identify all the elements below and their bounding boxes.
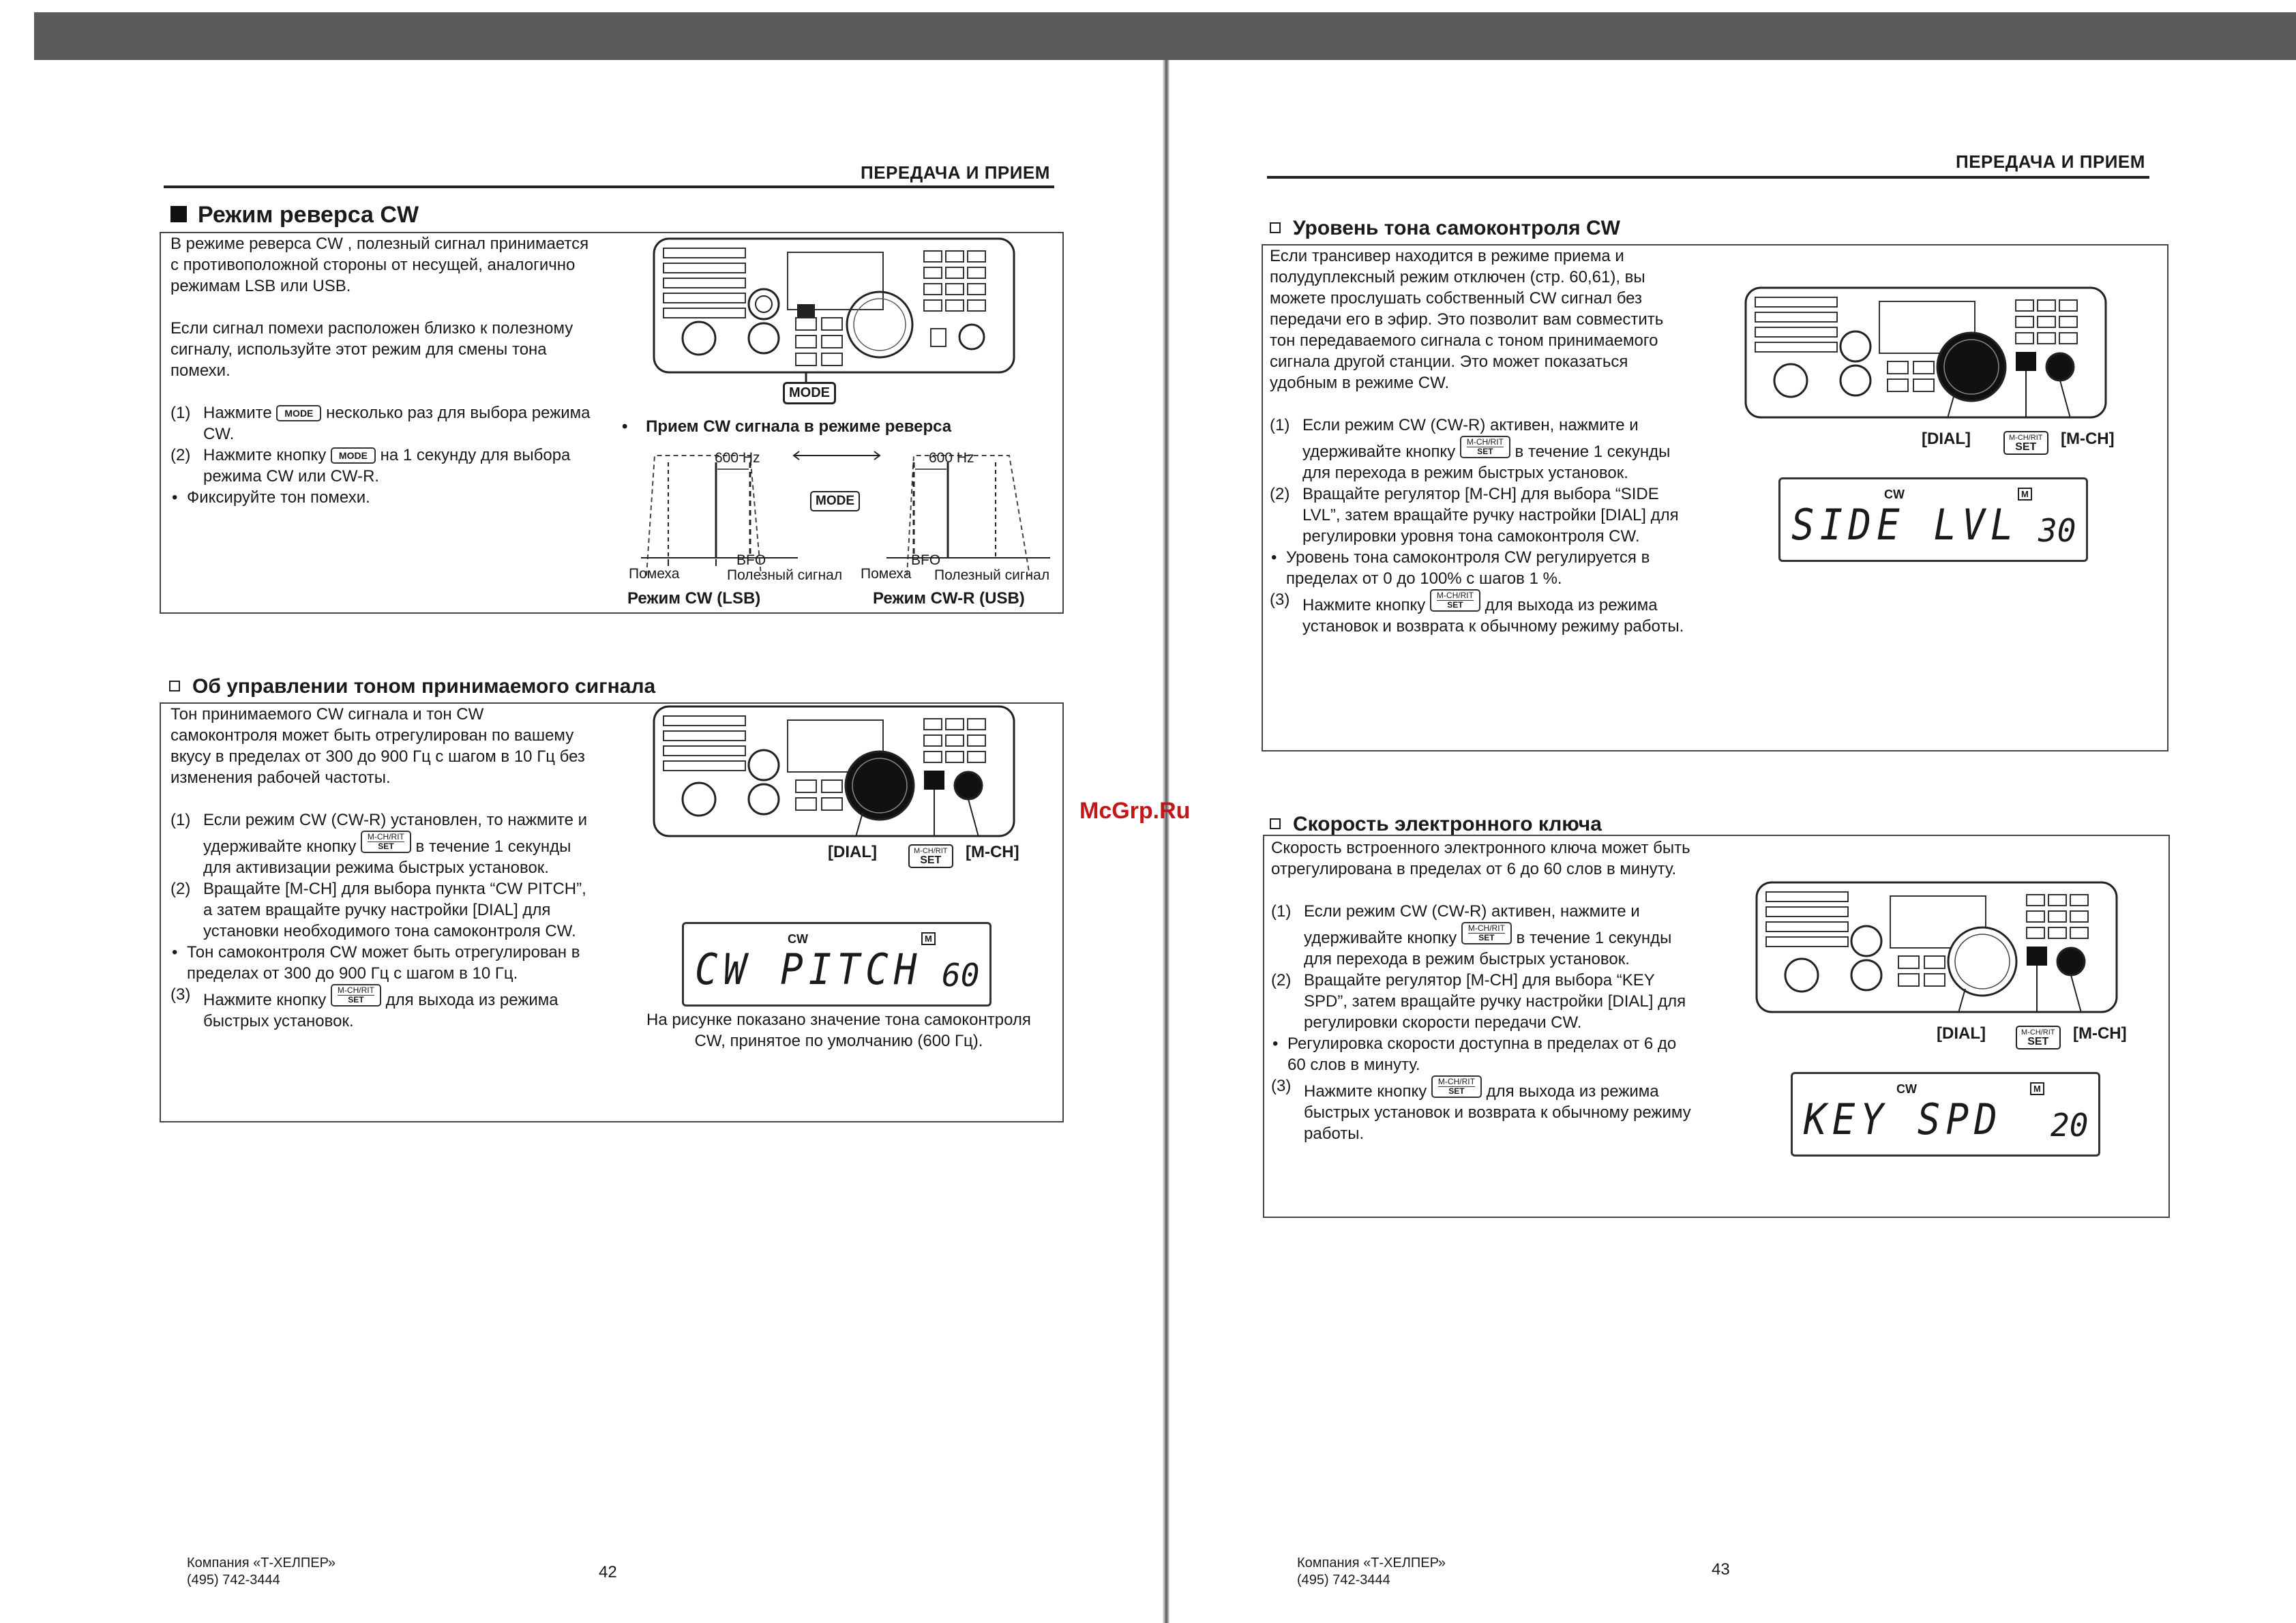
- lcd-display-side-lvl: CW M SIDE LVL 30: [1778, 477, 2088, 562]
- section-sidetone-level-text: Если трансивер находится в режиме приема и полудуплексный режим отключен (стр. 60,61), вы можете прослушать собственный CW сигнал без передачи его в эфир. Это позволит вам совместить тон передаваемого сигнала с тоном принимаемого сигнала другой станции. Это может показаться удобным в режиме CW. (1) Если режим CW (CW-R) активен, нажмите и удерживайте кнопку M-CH/RIT SET в течение 1 секунды для перехода в режим быстрых установок. (2) Вращайте регулятор [M-CH] для выбора “SIDE LVL”, затем вращайте ручку настройки [DIAL] для регулировки уровня тона самоконтроля CW. • Уровень тона самоконтроля CW регулируется в пределах от 0 до 100% с шагов 1 %. (3) Нажмите кнопку M-CH/RIT SET для выхода из режима установок и возврата к обычному режиму работы.: [1270, 245, 1693, 637]
- dial-label: [DIAL]: [828, 843, 877, 861]
- page-gutter: [1163, 60, 1169, 1623]
- left-footer: Компания «Т-ХЕЛПЕР» (495) 742-3444: [187, 1555, 336, 1588]
- hz-label-left: 600 Hz: [715, 450, 760, 466]
- section-keyer-speed-title: Скорость электронного ключа: [1270, 813, 1602, 836]
- watermark: McGrp.Ru: [1079, 798, 1191, 824]
- section-cw-reverse-title: Режим реверса CW: [170, 202, 419, 228]
- transceiver-front-panel-illustration: [651, 704, 1019, 847]
- section-tone-control-text: Тон принимаемого CW сигнала и тон CW самоконтроля может быть отрегулирован по вашему вкусу в пределах от 300 до 900 Гц с шагом в 10 Гц без изменения рабочей частоты. (1) Если режим CW (CW-R) установлен, то нажмите и удерживайте кнопку M-CH/RIT SET в течение 1 секунды для активизации режима быстрых установок. (2) Вращайте [M-CH] для выбора пункта “CW PITCH”, а затем вращайте ручку настройки [DIAL] для установки необходимого тона самоконтроля CW. • Тон самоконтроля CW может быть отрегулирован в пределах от 300 до 900 Гц с шагом в 10 Гц. (3) Нажмите кнопку M-CH/RIT SET для выхода из режима быстрых установок.: [170, 704, 593, 1032]
- page-number-left: 42: [599, 1563, 617, 1581]
- dial-label: [DIAL]: [1937, 1024, 1986, 1043]
- section-tone-control-title: Об управлении тоном принимаемого сигнала: [169, 675, 655, 698]
- interference-label-left: Помеха: [629, 566, 680, 582]
- left-page-header: ПЕРЕДАЧА И ПРИЕМ: [861, 162, 1050, 183]
- mch-label: [M-CH]: [966, 843, 1019, 861]
- right-footer: Компания «Т-ХЕЛПЕР» (495) 742-3444: [1297, 1555, 1446, 1588]
- mch-rit-set-key: M-CH/RIT SET: [1430, 589, 1480, 612]
- mode-key: MODE: [331, 447, 376, 464]
- dial-label: [DIAL]: [1922, 430, 1971, 448]
- right-page-header: ПЕРЕДАЧА И ПРИЕМ: [1956, 151, 2145, 172]
- scanner-top-bar: [34, 12, 2296, 60]
- transceiver-front-panel-illustration: [1754, 880, 2122, 1023]
- mch-rit-set-key-callout: M-CH/RIT SET: [908, 844, 953, 868]
- mch-rit-set-key: M-CH/RIT SET: [331, 984, 381, 1007]
- mode-key: MODE: [810, 491, 860, 511]
- mch-rit-set-key: M-CH/RIT SET: [1431, 1075, 1482, 1098]
- mode-usb-label: Режим CW-R (USB): [873, 589, 1025, 608]
- mch-rit-set-key: M-CH/RIT SET: [1461, 922, 1512, 944]
- mch-rit-set-key-callout: M-CH/RIT SET: [2016, 1026, 2061, 1049]
- right-header-rule: [1267, 176, 2149, 179]
- signal-label-right: Полезный сигнал: [934, 567, 1050, 583]
- lcd-display-cw-pitch: CW M CW PITCH 60: [682, 922, 992, 1007]
- lcd-caption: На рисунке показано значение тона самоконтроля CW, принятое по умолчанию (600 Гц).: [646, 1011, 1031, 1050]
- reverse-diagram-title: • Прием CW сигнала в режиме реверса: [622, 417, 952, 436]
- section-sidetone-level-title: Уровень тона самоконтроля CW: [1270, 217, 1620, 240]
- lcd-display-key-spd: CW M KEY SPD 20: [1791, 1072, 2100, 1157]
- mch-rit-set-key: M-CH/RIT SET: [1460, 436, 1510, 458]
- hz-label-right: 600 Hz: [929, 450, 974, 466]
- bfo-label-left: BFO: [736, 552, 766, 568]
- interference-label-right: Помеха: [861, 566, 912, 582]
- left-header-rule: [164, 185, 1054, 188]
- mode-key: MODE: [276, 405, 321, 421]
- mch-rit-set-key-callout: M-CH/RIT SET: [2003, 431, 2048, 455]
- mode-lsb-label: Режим CW (LSB): [627, 589, 761, 608]
- bfo-label-right: BFO: [911, 552, 941, 568]
- signal-label-left: Полезный сигнал: [727, 567, 843, 583]
- transceiver-front-panel-illustration: [1743, 285, 2111, 428]
- mode-key-callout: MODE: [783, 382, 836, 404]
- mch-label: [M-CH]: [2073, 1024, 2127, 1043]
- mch-rit-set-key: M-CH/RIT SET: [361, 831, 411, 853]
- mch-label: [M-CH]: [2061, 430, 2115, 448]
- section-keyer-speed-text: Скорость встроенного электронного ключа может быть отрегулирована в пределах от 6 до 60 слов в минуту. (1) Если режим CW (CW-R) активен, нажмите и удерживайте кнопку M-CH/RIT SET в течение 1 секунды для перехода в режим быстрых установок. (2) Вращайте регулятор [M-CH] для выбора “KEY SPD”, затем вращайте ручку настройки [DIAL] для регулировки скорости передачи CW. • Регулировка скорости доступна в пределах от 6 до 60 слов в минуту. (3) Нажмите кнопку M-CH/RIT SET для выхода из режима быстрых установок и возврата к обычному режиму работы.: [1271, 837, 1694, 1144]
- cw-reverse-spectrum-diagram: [627, 442, 1057, 585]
- page-number-right: 43: [1712, 1560, 1730, 1579]
- section-cw-reverse-text: В режиме реверса CW , полезный сигнал принимается с противоположной стороны от несущей, аналогично режимам LSB или USB. Если сигнал помехи расположен близко к полезному сигналу, используйте этот режим для смены тона помехи. (1) Нажмите MODE несколько раз для выбора режима CW. (2) Нажмите кнопку MODE на 1 секунду для выбора режима CW или CW-R. • Фиксируйте тон помехи.: [170, 233, 593, 508]
